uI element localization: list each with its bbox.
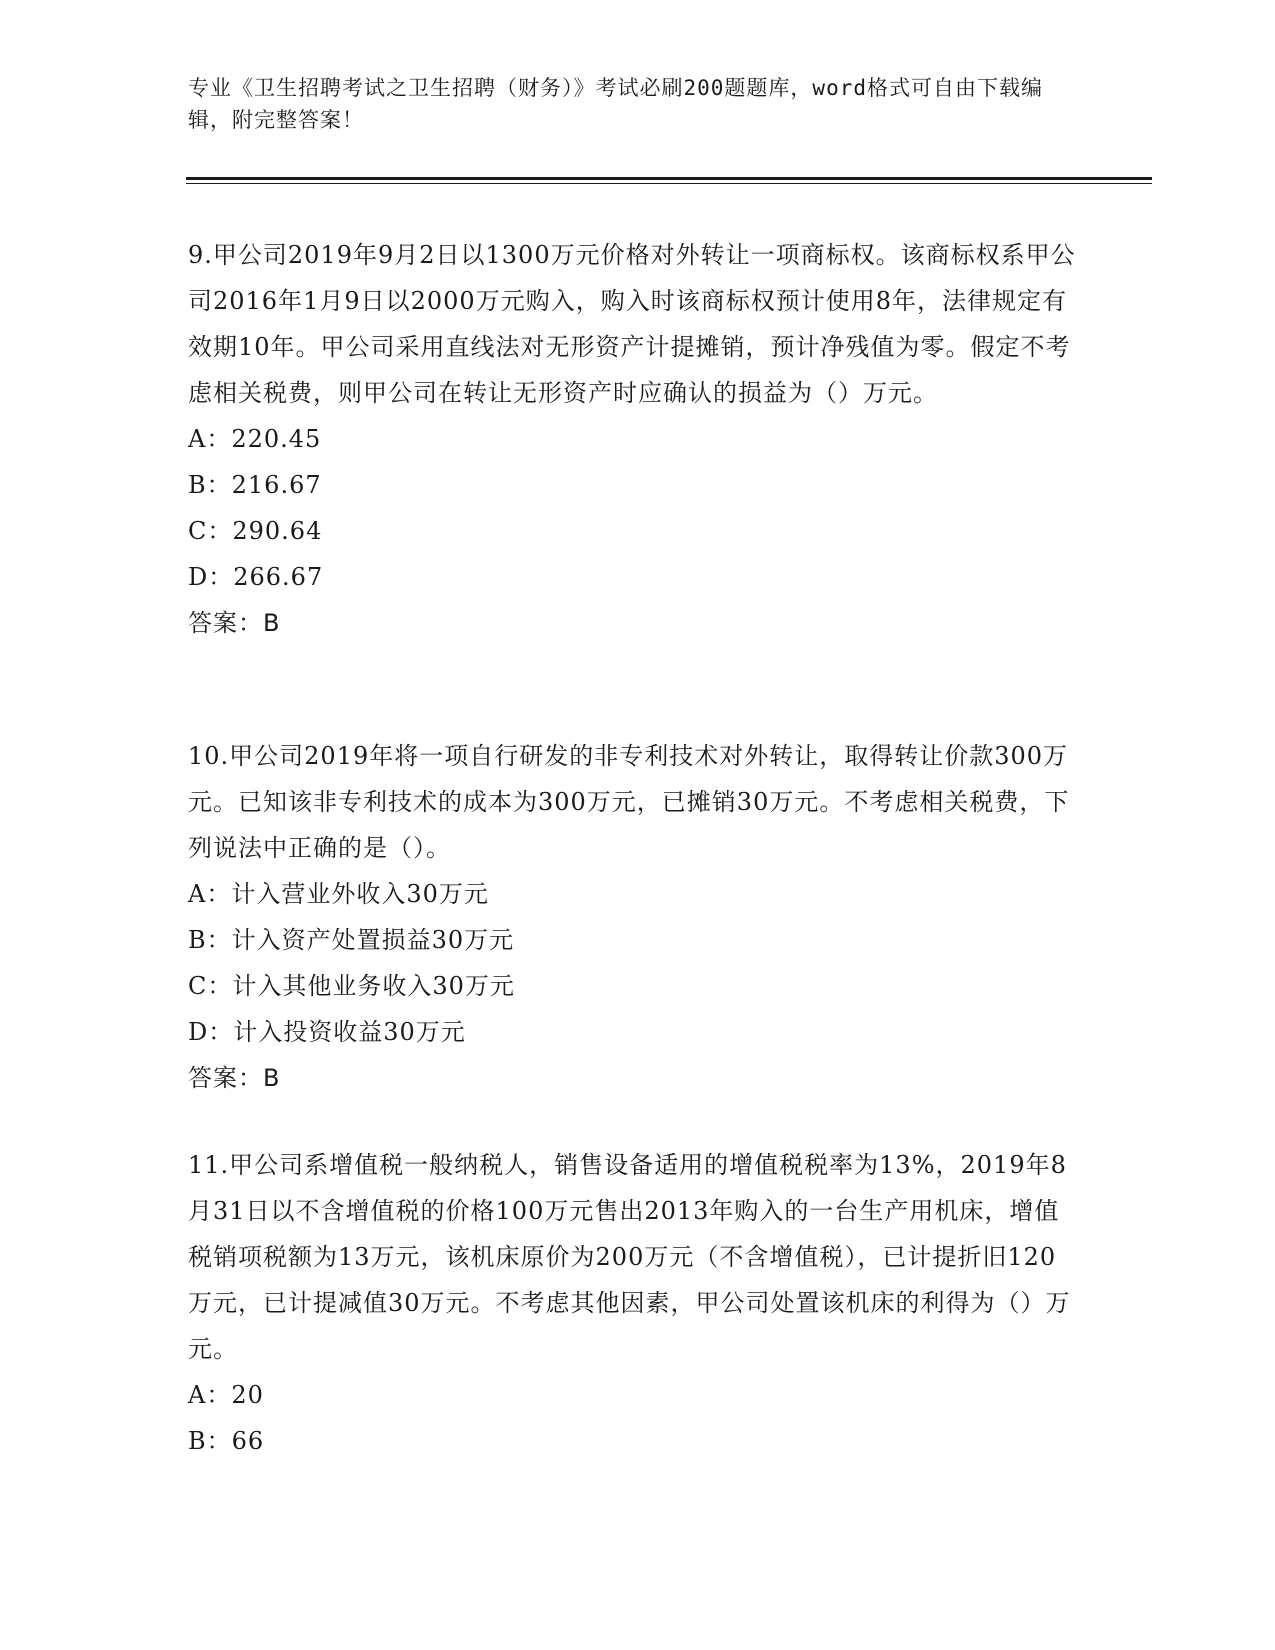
option-b: B：计入资产处置损益30万元 [188,926,515,954]
option-a: A：20 [188,1381,264,1409]
question-10 [188,733,1078,1101]
option-d: D：计入投资收益30万元 [188,1018,466,1046]
answer-label: 答案：B [188,1064,281,1092]
question-stem: 11.甲公司系增值税一般纳税人，销售设备适用的增值税税率为13%，2019年8月31日以不含增值税的价格100万元售出2013年购入的一台生产用机床，增值税销项税额为13万元，该机床原价为200万元（不含增值税），已计提折旧120万元，已计提减值30万元。不考虑其他因素，甲公司处置该机床的利得为（）万元。 [188,1151,1071,1363]
question-11 [188,1142,1078,1464]
option-c: C：290.64 [188,517,323,545]
option-a: A：220.45 [188,425,322,453]
question-stem: 10.甲公司2019年将一项自行研发的非专利技术对外转让，取得转让价款300万元。已知该非专利技术的成本为300万元，已摊销30万元。不考虑相关税费，下列说法中正确的是（）。 [188,742,1070,862]
question-stem: 9.甲公司2019年9月2日以1300万元价格对外转让一项商标权。该商标权系甲公司2016年1月9日以2000万元购入，购入时该商标权预计使用8年，法律规定有效期10年。甲公司采用直线法对无形资产计提摊销，预计净残值为零。假定不考虑相关税费，则甲公司在转让无形资产时应确认的损益为（）万元。 [188,241,1076,407]
header-divider-thin [186,183,1152,184]
option-c: C：计入其他业务收入30万元 [188,972,515,1000]
document-header: 专业《卫生招聘考试之卫生招聘（财务）》考试必刷200题题库，word格式可自由下载编辑，附完整答案！ [188,76,1043,132]
option-b: B：216.67 [188,471,322,499]
option-a: A：计入营业外收入30万元 [188,880,489,908]
option-d: D：266.67 [188,563,324,591]
question-9 [188,232,1078,646]
option-b: B：66 [188,1427,265,1455]
answer-label: 答案：B [188,609,281,637]
header-divider-thick [186,177,1152,180]
